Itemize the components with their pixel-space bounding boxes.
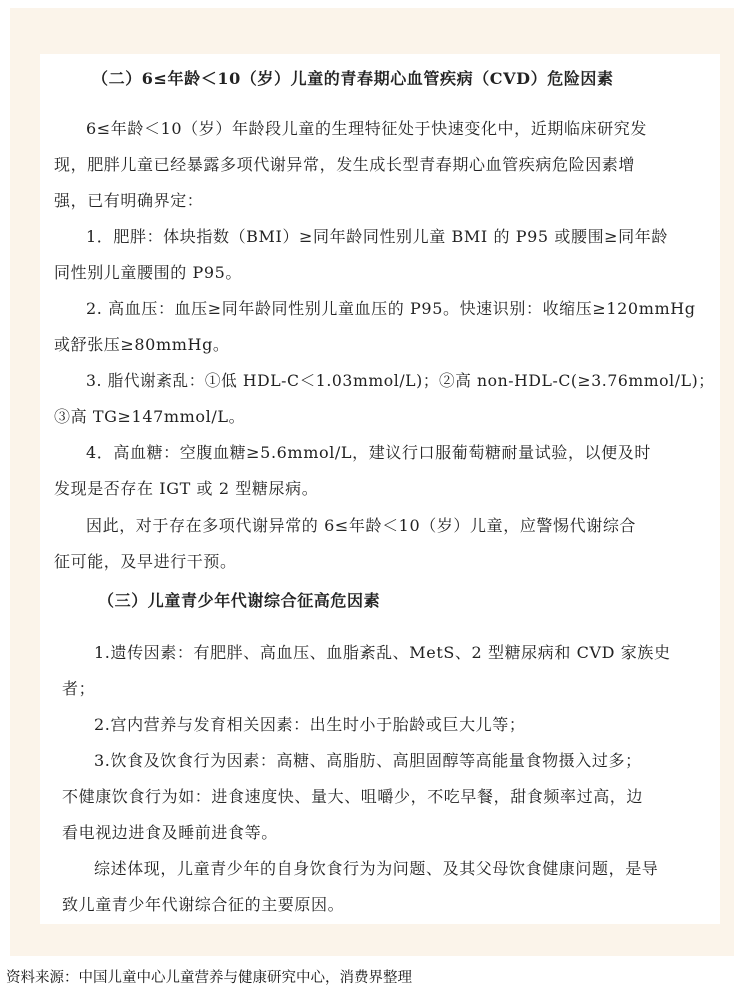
intro-line-1: 6≤年龄＜10（岁）年龄段儿童的生理特征处于快速变化中，近期临床研究发 xyxy=(86,119,647,138)
section-heading-3: （三）儿童青少年代谢综合征高危因素 xyxy=(98,591,381,610)
conclusion-line-2: 征可能，及早进行干预。 xyxy=(54,552,237,571)
summary-line-1: 综述体现，儿童青少年的自身饮食行为为问题、及其父母饮食健康问题，是导 xyxy=(94,859,659,878)
item-1-line-2: 同性别儿童腰围的 P95。 xyxy=(54,263,243,282)
item-4-line-1: 4．高血糖：空腹血糖≥5.6mmol/L，建议行口服葡萄糖耐量试验，以便及时 xyxy=(86,443,651,462)
summary-line-2: 致儿童青少年代谢综合征的主要原因。 xyxy=(62,895,345,914)
item-2-line-2: 或舒张压≥80mmHg。 xyxy=(54,335,230,354)
section-heading-2: （二）6≤年龄＜10（岁）儿童的青春期心血管疾病（CVD）危险因素 xyxy=(92,69,614,88)
factor-3-line-3: 看电视边进食及睡前进食等。 xyxy=(62,823,278,842)
factor-2-line-1: 2.宫内营养与发育相关因素：出生时小于胎龄或巨大儿等； xyxy=(94,715,526,734)
factor-1-line-2: 者； xyxy=(62,679,96,698)
item-2-line-1: 2. 高血压：血压≥同年龄同性别儿童血压的 P95。快速识别：收缩压≥120mmHg xyxy=(86,299,696,318)
source-caption: 资料来源：中国儿童中心儿童营养与健康研究中心，消费界整理 xyxy=(6,970,412,986)
document-page xyxy=(40,54,720,924)
intro-line-3: 强，已有明确界定： xyxy=(54,191,204,210)
content-panel xyxy=(10,8,734,956)
intro-line-2: 现，肥胖儿童已经暴露多项代谢异常，发生成长型青春期心血管疾病危险因素增 xyxy=(54,155,636,174)
item-1-line-1: 1．肥胖：体块指数（BMI）≥同年龄同性别儿童 BMI 的 P95 或腰围≥同年龄 xyxy=(86,227,668,246)
item-3-line-1: 3. 脂代谢紊乱：①低 HDL-C＜1.03mmol/L)；②高 non-HDL-C(≥3.76mmol/L)； xyxy=(86,371,715,390)
factor-1-line-1: 1.遗传因素：有肥胖、高血压、血脂紊乱、MetS、2 型糖尿病和 CVD 家族史 xyxy=(94,643,671,662)
conclusion-line-1: 因此，对于存在多项代谢异常的 6≤年龄＜10（岁）儿童，应警惕代谢综合 xyxy=(86,516,637,535)
factor-3-line-2: 不健康饮食行为如：进食速度快、量大、咀嚼少，不吃早餐，甜食频率过高，边 xyxy=(62,787,644,806)
item-3-line-2: ③高 TG≥147mmol/L。 xyxy=(54,407,246,426)
factor-3-line-1: 3.饮食及饮食行为因素：高糖、高脂肪、高胆固醇等高能量食物摄入过多； xyxy=(94,751,642,770)
item-4-line-2: 发现是否存在 IGT 或 2 型糖尿病。 xyxy=(54,479,319,498)
